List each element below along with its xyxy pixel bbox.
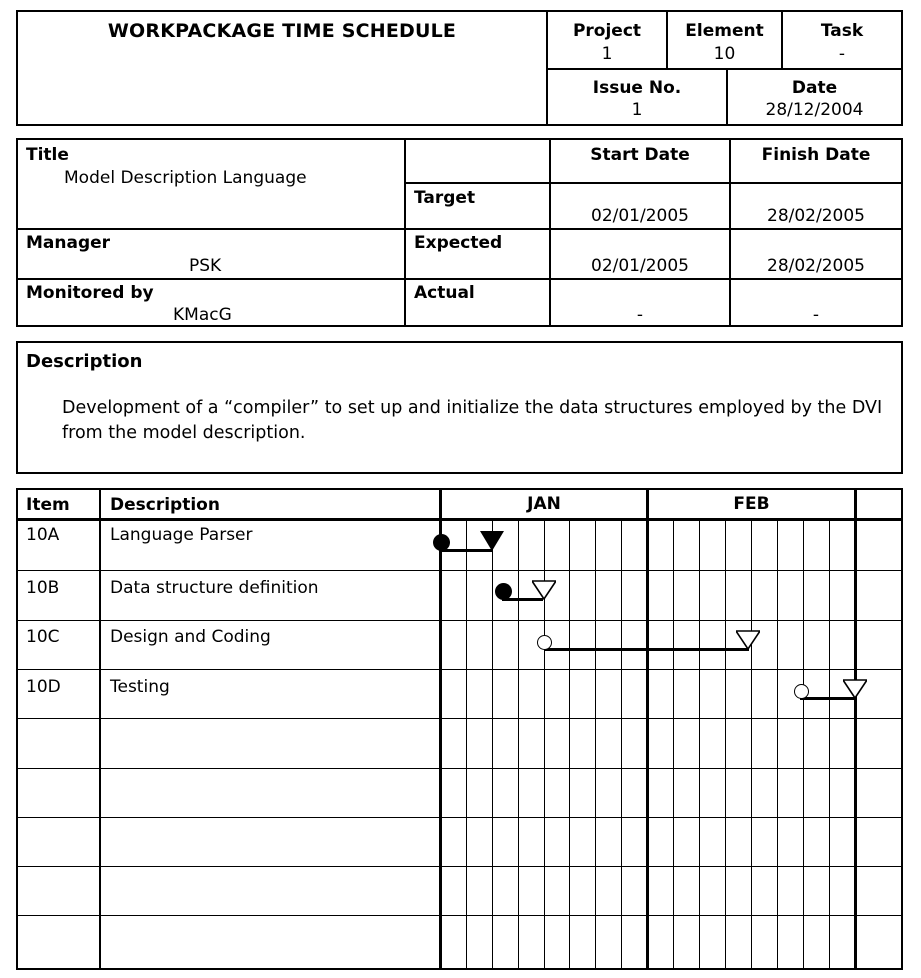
schedule-item-header: Item xyxy=(26,495,70,515)
schedule-row-separator xyxy=(17,915,901,916)
week-gridline xyxy=(621,521,622,968)
date-value: 28/12/2004 xyxy=(765,100,864,120)
row-description-10a: Language Parser xyxy=(110,525,253,545)
gantt-end-marker-10c xyxy=(736,630,760,650)
task-label: Task xyxy=(820,21,864,41)
month-label-jan: JAN xyxy=(527,494,561,514)
schedule-row-separator xyxy=(17,768,901,769)
schedule-row-separator xyxy=(17,718,901,719)
expected-finish-date: 28/02/2005 xyxy=(767,256,865,276)
row-description-10b: Data structure definition xyxy=(110,578,319,598)
issue-no-label: Issue No. xyxy=(592,78,682,98)
row-item-10a: 10A xyxy=(26,525,60,545)
week-gridline xyxy=(595,521,596,968)
info-hline-expected xyxy=(16,228,903,230)
schedule-row-separator xyxy=(17,570,901,571)
row-description-10d: Testing xyxy=(110,677,170,697)
schedule-month-divider-jan-start xyxy=(439,488,442,970)
expected-start-date: 02/01/2005 xyxy=(591,256,689,276)
start-date-header: Start Date xyxy=(590,145,690,165)
monitored-by-label: Monitored by xyxy=(26,283,154,303)
page-title: WORKPACKAGE TIME SCHEDULE xyxy=(107,20,457,42)
gantt-end-marker-10a xyxy=(480,531,504,551)
actual-label: Actual xyxy=(414,283,475,303)
week-gridline xyxy=(699,521,700,968)
schedule-row-separator xyxy=(17,866,901,867)
week-gridline xyxy=(492,521,493,968)
week-gridline xyxy=(829,521,830,968)
gantt-start-marker-10a xyxy=(433,534,450,551)
info-divider-mid xyxy=(549,138,551,327)
week-gridline xyxy=(673,521,674,968)
schedule-row-separator xyxy=(17,817,901,818)
gantt-bar-10c xyxy=(544,648,749,651)
info-hline-actual xyxy=(16,278,903,280)
info-hline-target xyxy=(404,182,903,184)
project-label: Project xyxy=(572,21,642,41)
row-item-10b: 10B xyxy=(26,578,60,598)
target-label: Target xyxy=(414,188,476,208)
finish-date-header: Finish Date xyxy=(761,145,871,165)
description-text: Development of a “compiler” to set up and initialize the data structures employed by the DVI from the model description. xyxy=(62,398,883,443)
target-finish-date: 28/02/2005 xyxy=(767,206,865,226)
project-value: 1 xyxy=(601,44,613,64)
schedule-header-underline xyxy=(16,518,903,521)
banner-row-divider xyxy=(546,68,903,70)
schedule-row-separator xyxy=(17,620,901,621)
gantt-end-marker-10b xyxy=(532,580,556,600)
schedule-month-divider-jan-feb xyxy=(646,488,649,970)
schedule-description-header: Description xyxy=(110,495,220,515)
week-gridline xyxy=(518,521,519,968)
month-label-feb: FEB xyxy=(733,494,770,514)
gantt-start-marker-10c xyxy=(537,635,552,650)
element-value: 10 xyxy=(713,44,736,64)
description-heading: Description xyxy=(26,351,143,372)
manager-label: Manager xyxy=(26,233,111,253)
week-gridline xyxy=(725,521,726,968)
date-label: Date xyxy=(791,78,838,98)
row-item-10d: 10D xyxy=(26,677,61,697)
task-value: - xyxy=(838,44,846,64)
gantt-start-marker-10b xyxy=(495,583,512,600)
expected-label: Expected xyxy=(414,233,503,253)
actual-finish-date: - xyxy=(812,305,820,325)
target-start-date: 02/01/2005 xyxy=(591,206,689,226)
title-value: Model Description Language xyxy=(64,168,307,188)
monitored-by-value: KMacG xyxy=(173,305,232,325)
issue-no-value: 1 xyxy=(631,100,643,120)
row-item-10c: 10C xyxy=(26,627,60,647)
gantt-start-marker-10d xyxy=(794,684,809,699)
week-gridline xyxy=(466,521,467,968)
info-divider-left xyxy=(404,138,406,327)
schedule-month-divider-feb-end xyxy=(854,488,857,970)
element-label: Element xyxy=(685,21,764,41)
week-gridline xyxy=(803,521,804,968)
week-gridline xyxy=(569,521,570,968)
info-divider-right xyxy=(729,138,731,327)
manager-value: PSK xyxy=(189,256,222,276)
schedule-block xyxy=(16,488,903,970)
actual-start-date: - xyxy=(636,305,644,325)
row-description-10c: Design and Coding xyxy=(110,627,271,647)
gantt-end-marker-10d xyxy=(843,679,867,699)
schedule-row-separator xyxy=(17,669,901,670)
week-gridline xyxy=(751,521,752,968)
week-gridline xyxy=(777,521,778,968)
title-label: Title xyxy=(26,145,69,165)
schedule-col-divider-item xyxy=(99,488,101,970)
